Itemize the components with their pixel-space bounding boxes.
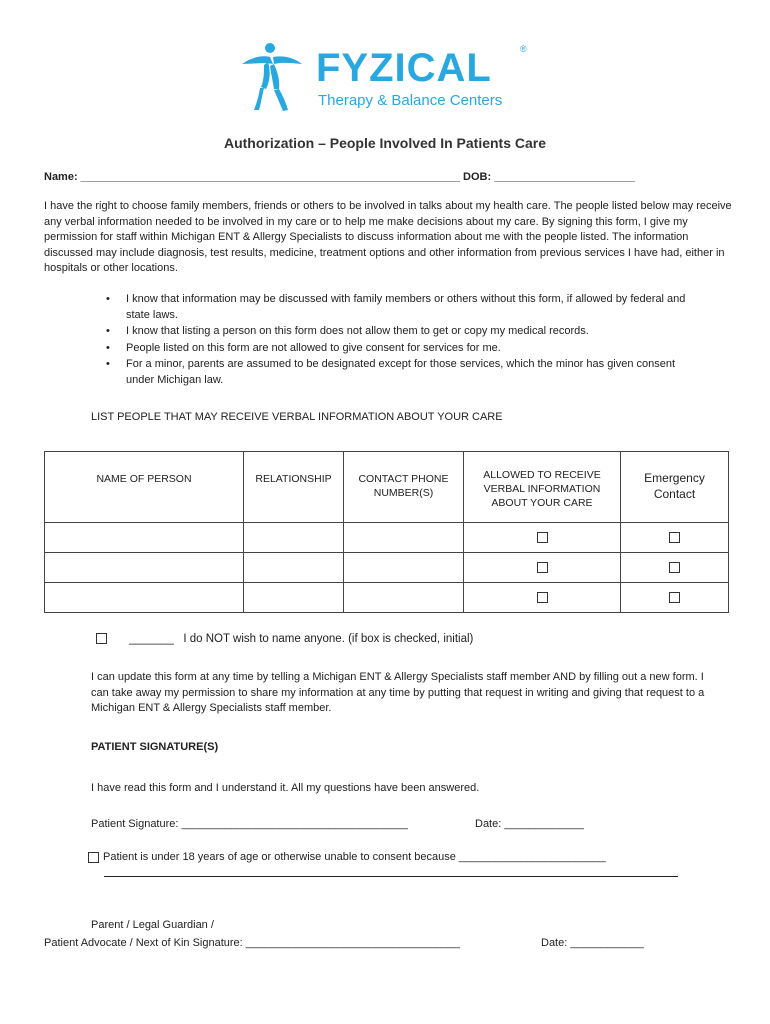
relationship-cell[interactable] — [244, 523, 344, 553]
brand-name: FYZICAL — [316, 46, 492, 90]
emergency-checkbox[interactable] — [669, 562, 680, 573]
bullet-item: • I know that information may be discussed with family members or others without this form, if allowed by federal and state laws. — [106, 292, 706, 323]
minor-label[interactable]: Patient is under 18 years of age or otherwise unable to consent because ________________________ — [103, 851, 606, 863]
col-header-emergency: Emergency Contact — [621, 452, 729, 523]
rights-bullet-list — [106, 292, 706, 389]
opt-out-row — [96, 633, 473, 645]
name-cell[interactable] — [45, 583, 244, 613]
bullet-item: • I know that listing a person on this form does not allow them to get or copy my medical records. — [106, 324, 706, 340]
relationship-cell[interactable] — [244, 553, 344, 583]
intro-paragraph: I have the right to choose family members, friends or others to be involved in talks about my health care. The people listed below may receive any verbal information needed to be involved in my care or to help me make decisions about my care. By signing this form, I give my permission for staff within Michigan ENT & Allergy Specialists to discuss information about me with the people listed. The information discussed may include diagnosis, test results, medicine, treatment options and other information from previous services I have had, either in hospitals or other locations. — [44, 200, 732, 274]
col-header-name: NAME OF PERSON — [45, 452, 244, 523]
table-header-row — [45, 452, 729, 523]
name-cell[interactable] — [45, 523, 244, 553]
relationship-cell[interactable] — [244, 583, 344, 613]
list-people-heading: LIST PEOPLE THAT MAY RECEIVE VERBAL INFORMATION ABOUT YOUR CARE — [91, 411, 503, 423]
guardian-label: Parent / Legal Guardian / — [91, 919, 214, 931]
patient-signature-field[interactable]: Patient Signature: _____________________________________ — [91, 818, 408, 830]
minor-row — [88, 851, 606, 863]
phone-cell[interactable] — [344, 523, 464, 553]
allowed-checkbox[interactable] — [537, 532, 548, 543]
col-header-allowed: ALLOWED TO RECEIVE VERBAL INFORMATION ABOUT YOUR CARE — [464, 452, 621, 523]
people-table — [44, 451, 729, 613]
emergency-checkbox[interactable] — [669, 532, 680, 543]
guardian-date-field[interactable]: Date: ____________ — [541, 937, 644, 949]
col-header-phone: CONTACT PHONE NUMBER(S) — [344, 452, 464, 523]
allowed-checkbox[interactable] — [537, 592, 548, 603]
emergency-checkbox[interactable] — [669, 592, 680, 603]
name-cell[interactable] — [45, 553, 244, 583]
table-row — [45, 523, 729, 553]
allowed-checkbox[interactable] — [537, 562, 548, 573]
minor-checkbox[interactable] — [88, 852, 99, 863]
table-row — [45, 583, 729, 613]
col-header-relationship: RELATIONSHIP — [244, 452, 344, 523]
reason-blank-line[interactable] — [104, 876, 678, 877]
phone-cell[interactable] — [344, 583, 464, 613]
name-dob-field[interactable]: Name: ______________________________________________________________ DOB: _______________________ — [44, 171, 635, 183]
read-statement: I have read this form and I understand it. All my questions have been answered. — [91, 782, 480, 794]
brand-tagline: Therapy & Balance Centers — [318, 92, 503, 109]
signature-heading: PATIENT SIGNATURE(S) — [91, 741, 219, 753]
form-title: Authorization – People Involved In Patients Care — [223, 135, 547, 151]
opt-out-label: I do NOT wish to name anyone. (if box is checked, initial) — [183, 633, 474, 645]
update-paragraph: I can update this form at any time by telling a Michigan ENT & Allergy Specialists staff member AND by filling out a new form. I can take away my permission to share my information at any time by putting that request in writing and giving that request to a Michigan ENT & Allergy Specialists staff member. — [91, 671, 705, 714]
guardian-signature-field[interactable]: Patient Advocate / Next of Kin Signature: ___________________________________ — [44, 937, 460, 949]
bullet-item: • For a minor, parents are assumed to be designated except for those services, which the minor has given consent under Michigan law. — [106, 357, 706, 388]
registered-mark: ® — [520, 44, 527, 54]
bullet-item: • People listed on this form are not allowed to give consent for services for me. — [106, 341, 706, 357]
phone-cell[interactable] — [344, 553, 464, 583]
human-figure-icon — [240, 40, 320, 115]
opt-out-checkbox[interactable] — [96, 633, 107, 644]
table-row — [45, 553, 729, 583]
initial-blank[interactable]: _______ — [129, 633, 174, 645]
patient-date-field[interactable]: Date: _____________ — [475, 818, 584, 830]
